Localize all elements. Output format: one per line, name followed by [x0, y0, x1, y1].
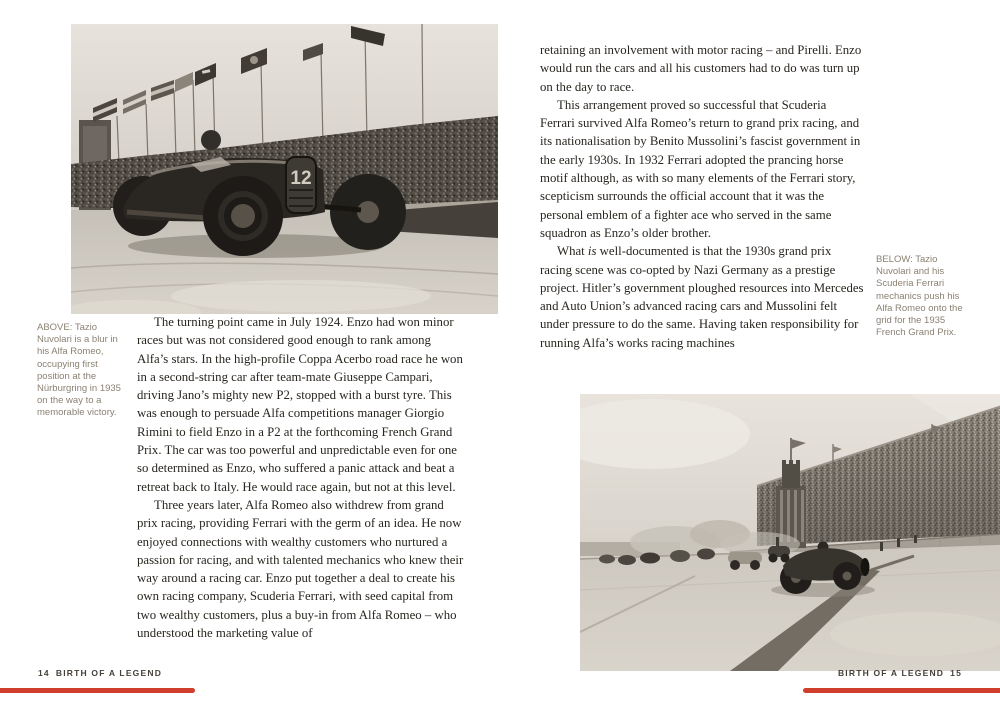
car-number: 12 [290, 168, 312, 189]
driver-head [201, 130, 221, 150]
left-footer-rule [0, 688, 195, 693]
left-page-number: 14 [38, 668, 50, 678]
paragraph-well-documented: What is well-documented is that the 1930s grand prix racing scene was co-opted by Nazi Germany as a prestige project. Hitler’s government ploughed resources into Mercedes and Auto Union’s advanced racing cars and Mussolini felt under pressure to do the same. Having taken responsibility for running Alfa’s works racing machines [540, 244, 864, 350]
grand-prix-grid-photo [580, 394, 1000, 671]
paragraph-arrangement: This arrangement proved so successful that Scuderia Ferrari survived Alfa Romeo’s return to grand prix racing, and its nationalisation by Benito Mussolini’s fascist government in the early 1930s. In 1932 Ferrari adopted the prancing horse motif although, as with so many elements of the Ferrari story, scepticism surrounds the official account that it was the personal emblem of a fighter ace who served in the same squadron as Enzo’s older brother. [540, 97, 861, 240]
left-running-footer [38, 668, 162, 678]
grid-photo-illustration [580, 394, 1000, 671]
chapter-title: BIRTH OF A LEGEND [55, 668, 163, 678]
left-photo-caption: ABOVE: Tazio Nuvolari is a blur in his Alfa Romeo, occupying first position at the Nürburgring in 1935 on the way to a memorable victory. [37, 322, 121, 419]
nurburgring-photo-illustration [71, 24, 498, 314]
paragraph-turning-point: The turning point came in July 1924. Enzo had won minor races but was not considered good enough to rank among Alfa’s stars. In the high-profile Coppa Acerbo road race he won in a second-string car after team-mate Giuseppe Campari, driving Jano’s mighty new P2, stopped with a burst tyre. This was enough to persuade Alfa competitions manager Giorgio Rimini to field Enzo in a P2 at the forthcoming French Grand Prix. The car was too powerful and unpredictable even for one so determined as Enzo, who suffered a panic attack and beat a retreat back to Italy. He would race again, but not at this level. [137, 315, 463, 494]
right-text-column [540, 41, 864, 352]
right-footer-rule [803, 688, 1000, 693]
right-running-footer [838, 668, 962, 678]
paragraph-three-years-later: Three years later, Alfa Romeo also withdrew from grand prix racing, providing Ferrari with the germ of an idea. He now enjoyed connections with wealthy customers who nurtured a passion for racing, and with talented mechanics who knew their way around a racing car. Enzo put together a deal to create his own racing company, Scuderia Ferrari, with seed capital from two wealthy customers, plus a buy-in from Alfa Romeo – who understood the marketing value of [137, 497, 464, 641]
paragraph-retaining: retaining an involvement with motor racing – and Pirelli. Enzo would run the cars and all his customers had to do was turn up on the day to race. [540, 43, 862, 94]
right-page-number: 15 [950, 668, 962, 678]
left-text-column [137, 313, 464, 642]
chapter-title: BIRTH OF A LEGEND [837, 668, 945, 678]
nurburgring-race-photo [71, 24, 498, 314]
right-photo-caption: BELOW: Tazio Nuvolari and his Scuderia Ferrari mechanics push his Alfa Romeo onto the grid for the 1935 French Grand Prix. [876, 254, 963, 339]
